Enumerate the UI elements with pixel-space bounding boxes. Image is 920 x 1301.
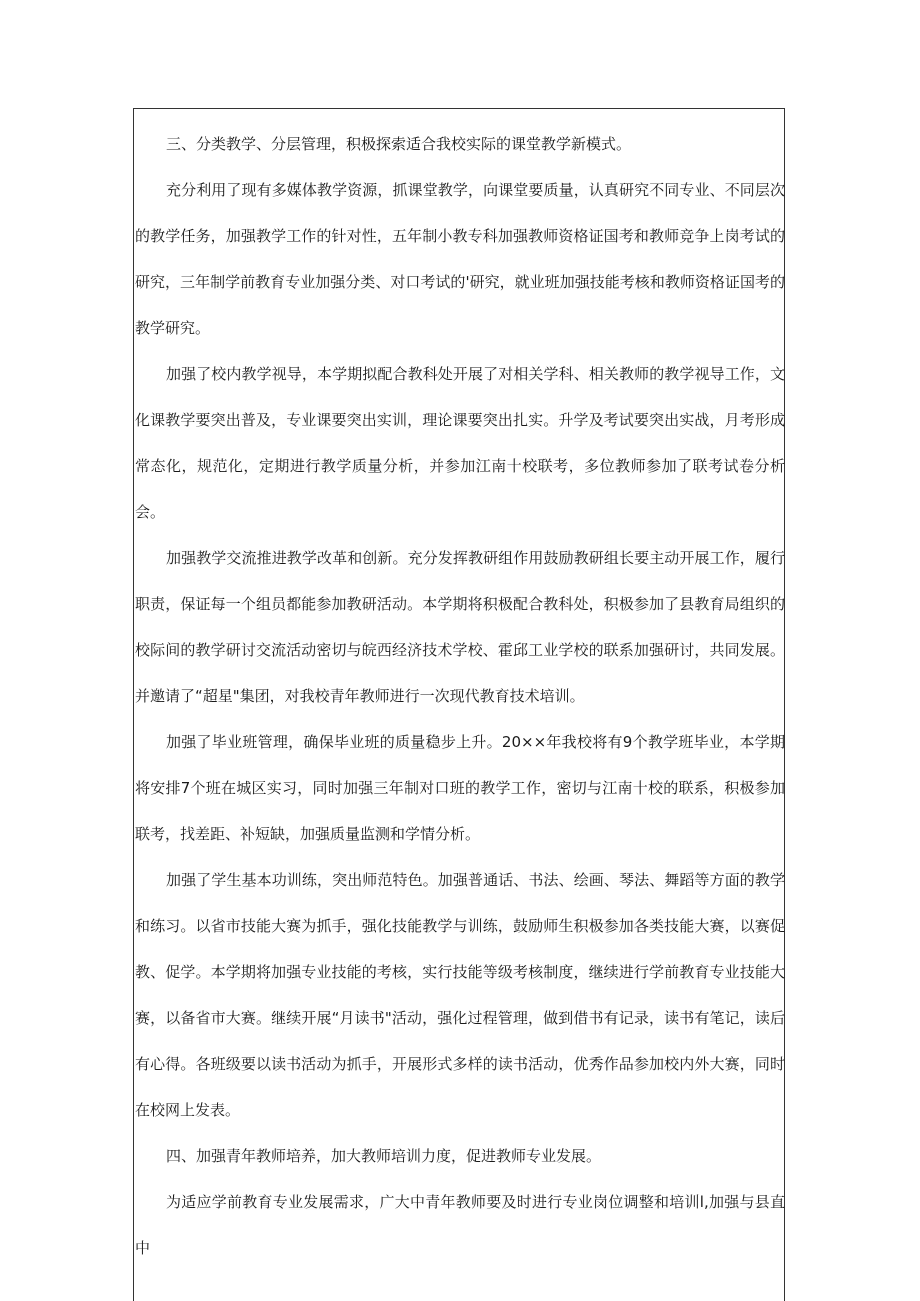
section-heading-three: 三、分类教学、分层管理，积极探索适合我校实际的课堂教学新模式。 (166, 135, 632, 153)
document-body (135, 121, 785, 1271)
paragraph-graduating-classes: 加强了毕业班管理，确保毕业班的质量稳步上升。20××年我校将有9个教学班毕业，本学期将安排7个班在城区实习，同时加强三年制对口班的教学工作，密切与江南十校的联系，积极参加联考，找差距、补短缺，加强质量监测和学情分析。 (135, 733, 785, 843)
paragraph-teacher-training: 为适应学前教育专业发展需求，广大中青年教师要及时进行专业岗位调整和培训l,加强与县直中 (135, 1193, 785, 1257)
paragraph-basic-skills-training: 加强了学生基本功训练，突出师范特色。加强普通话、书法、绘画、琴法、舞蹈等方面的教学和练习。以省市技能大赛为抓手，强化技能教学与训练，鼓励师生积极参加各类技能大赛，以赛促教、促学。本学期将加强专业技能的考核，实行技能等级考核制度，继续进行学前教育专业技能大赛，以备省市大赛。继续开展“月读书"活动，强化过程管理，做到借书有记录，读书有笔记，读后有心得。各班级要以读书活动为抓手，开展形式多样的读书活动，优秀作品参加校内外大赛，同时在校网上发表。 (135, 871, 785, 1119)
section-heading-four: 四、加强青年教师培养，加大教师培训力度，促进教师专业发展。 (166, 1147, 602, 1165)
paragraph-teaching-inspection: 加强了校内教学视导，本学期拟配合教科处开展了对相关学科、相关教师的教学视导工作，文化课教学要突出普及，专业课要突出实训，理论课要突出扎实。升学及考试要突出实战，月考形成常态化，规范化，定期进行教学质量分析，并参加江南十校联考，多位教师参加了联考试卷分析会。 (135, 365, 785, 521)
paragraph-teaching-exchange: 加强教学交流推进教学改革和创新。充分发挥教研组作用鼓励教研组长要主动开展工作，履行职责，保证每一个组员都能参加教研活动。本学期将积极配合教科处，积极参加了县教育局组织的校际间的教学研讨交流活动密切与皖西经济技术学校、霍邱工业学校的联系加强研讨，共同发展。并邀请了“超星"集团，对我校青年教师进行一次现代教育技术培训。 (135, 549, 785, 705)
paragraph-multimedia-teaching: 充分利用了现有多媒体教学资源，抓课堂教学，向课堂要质量，认真研究不同专业、不同层次的教学任务，加强教学工作的针对性，五年制小教专科加强教师资格证国考和教师竞争上岗考试的研究，三年制学前教育专业加强分类、对口考试的'研究，就业班加强技能考核和教师资格证国考的教学研究。 (135, 181, 785, 337)
